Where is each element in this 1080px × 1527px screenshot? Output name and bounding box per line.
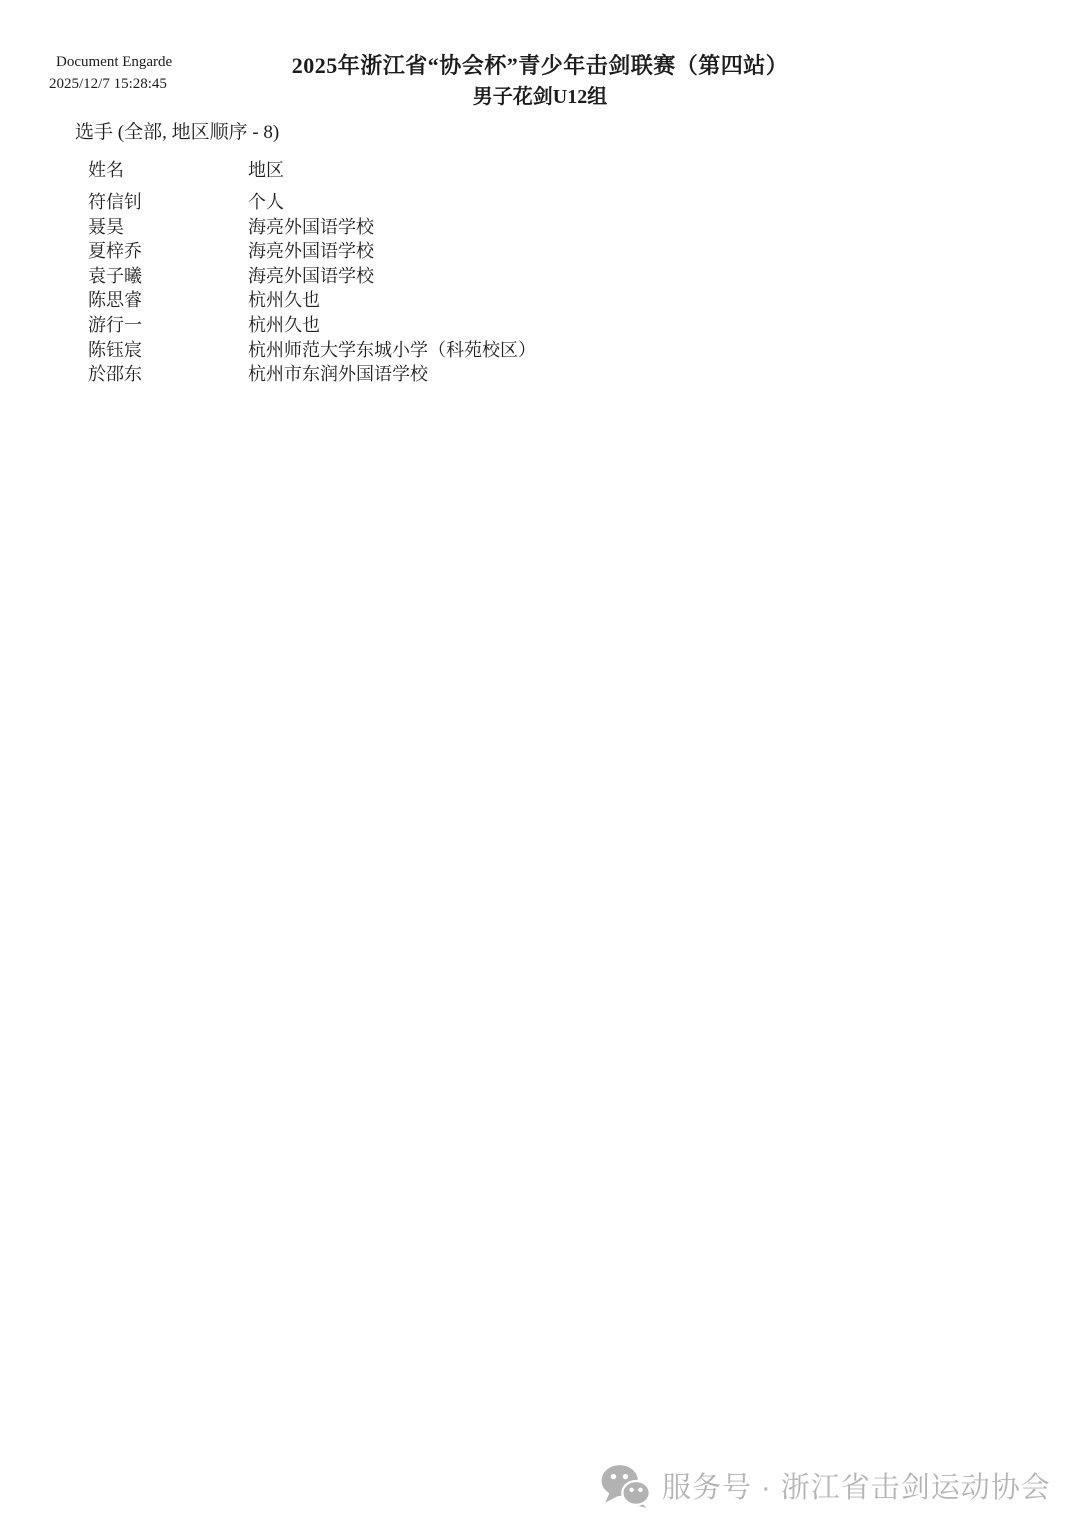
player-name: 陈思睿 <box>88 290 142 311</box>
table-row <box>88 264 536 289</box>
player-region: 杭州师范大学东城小学（科苑校区） <box>248 339 536 360</box>
players-table <box>88 159 536 387</box>
player-region: 杭州市东润外国语学校 <box>248 364 428 385</box>
player-name: 聂昊 <box>88 216 124 237</box>
wechat-icon <box>599 1462 651 1508</box>
player-region: 杭州久也 <box>248 314 320 335</box>
player-region: 海亮外国语学校 <box>248 241 374 262</box>
watermark-text: 服务号 · 浙江省击剑运动协会 <box>662 1471 1051 1504</box>
page-title: 2025年浙江省“协会杯”青少年击剑联赛（第四站） <box>291 53 789 78</box>
player-name: 游行一 <box>88 314 142 335</box>
table-row <box>88 190 536 215</box>
table-row <box>88 362 536 387</box>
player-region: 个人 <box>248 192 284 212</box>
app-label: Document Engarde <box>56 54 173 70</box>
player-name: 陈钰宸 <box>88 339 142 360</box>
watermark <box>599 1462 1051 1508</box>
table-header-row <box>88 159 536 190</box>
page-subtitle: 男子花剑U12组 <box>472 86 608 108</box>
column-header-region: 地区 <box>248 160 284 180</box>
table-row <box>88 313 536 338</box>
player-region: 海亮外国语学校 <box>248 216 374 237</box>
section-heading: 选手 (全部, 地区顺序 - 8) <box>75 122 280 143</box>
table-row <box>88 338 536 363</box>
player-name: 夏梓乔 <box>88 241 142 262</box>
player-region: 海亮外国语学校 <box>248 265 374 286</box>
player-name: 袁子曦 <box>88 265 142 286</box>
timestamp: 2025/12/7 15:28:45 <box>49 76 167 92</box>
table-row <box>88 288 536 313</box>
column-header-name: 姓名 <box>88 160 124 180</box>
table-row <box>88 239 536 264</box>
player-name: 符信钊 <box>88 192 142 212</box>
table-row <box>88 215 536 240</box>
player-name: 於邵东 <box>88 364 142 385</box>
player-region: 杭州久也 <box>248 290 320 311</box>
